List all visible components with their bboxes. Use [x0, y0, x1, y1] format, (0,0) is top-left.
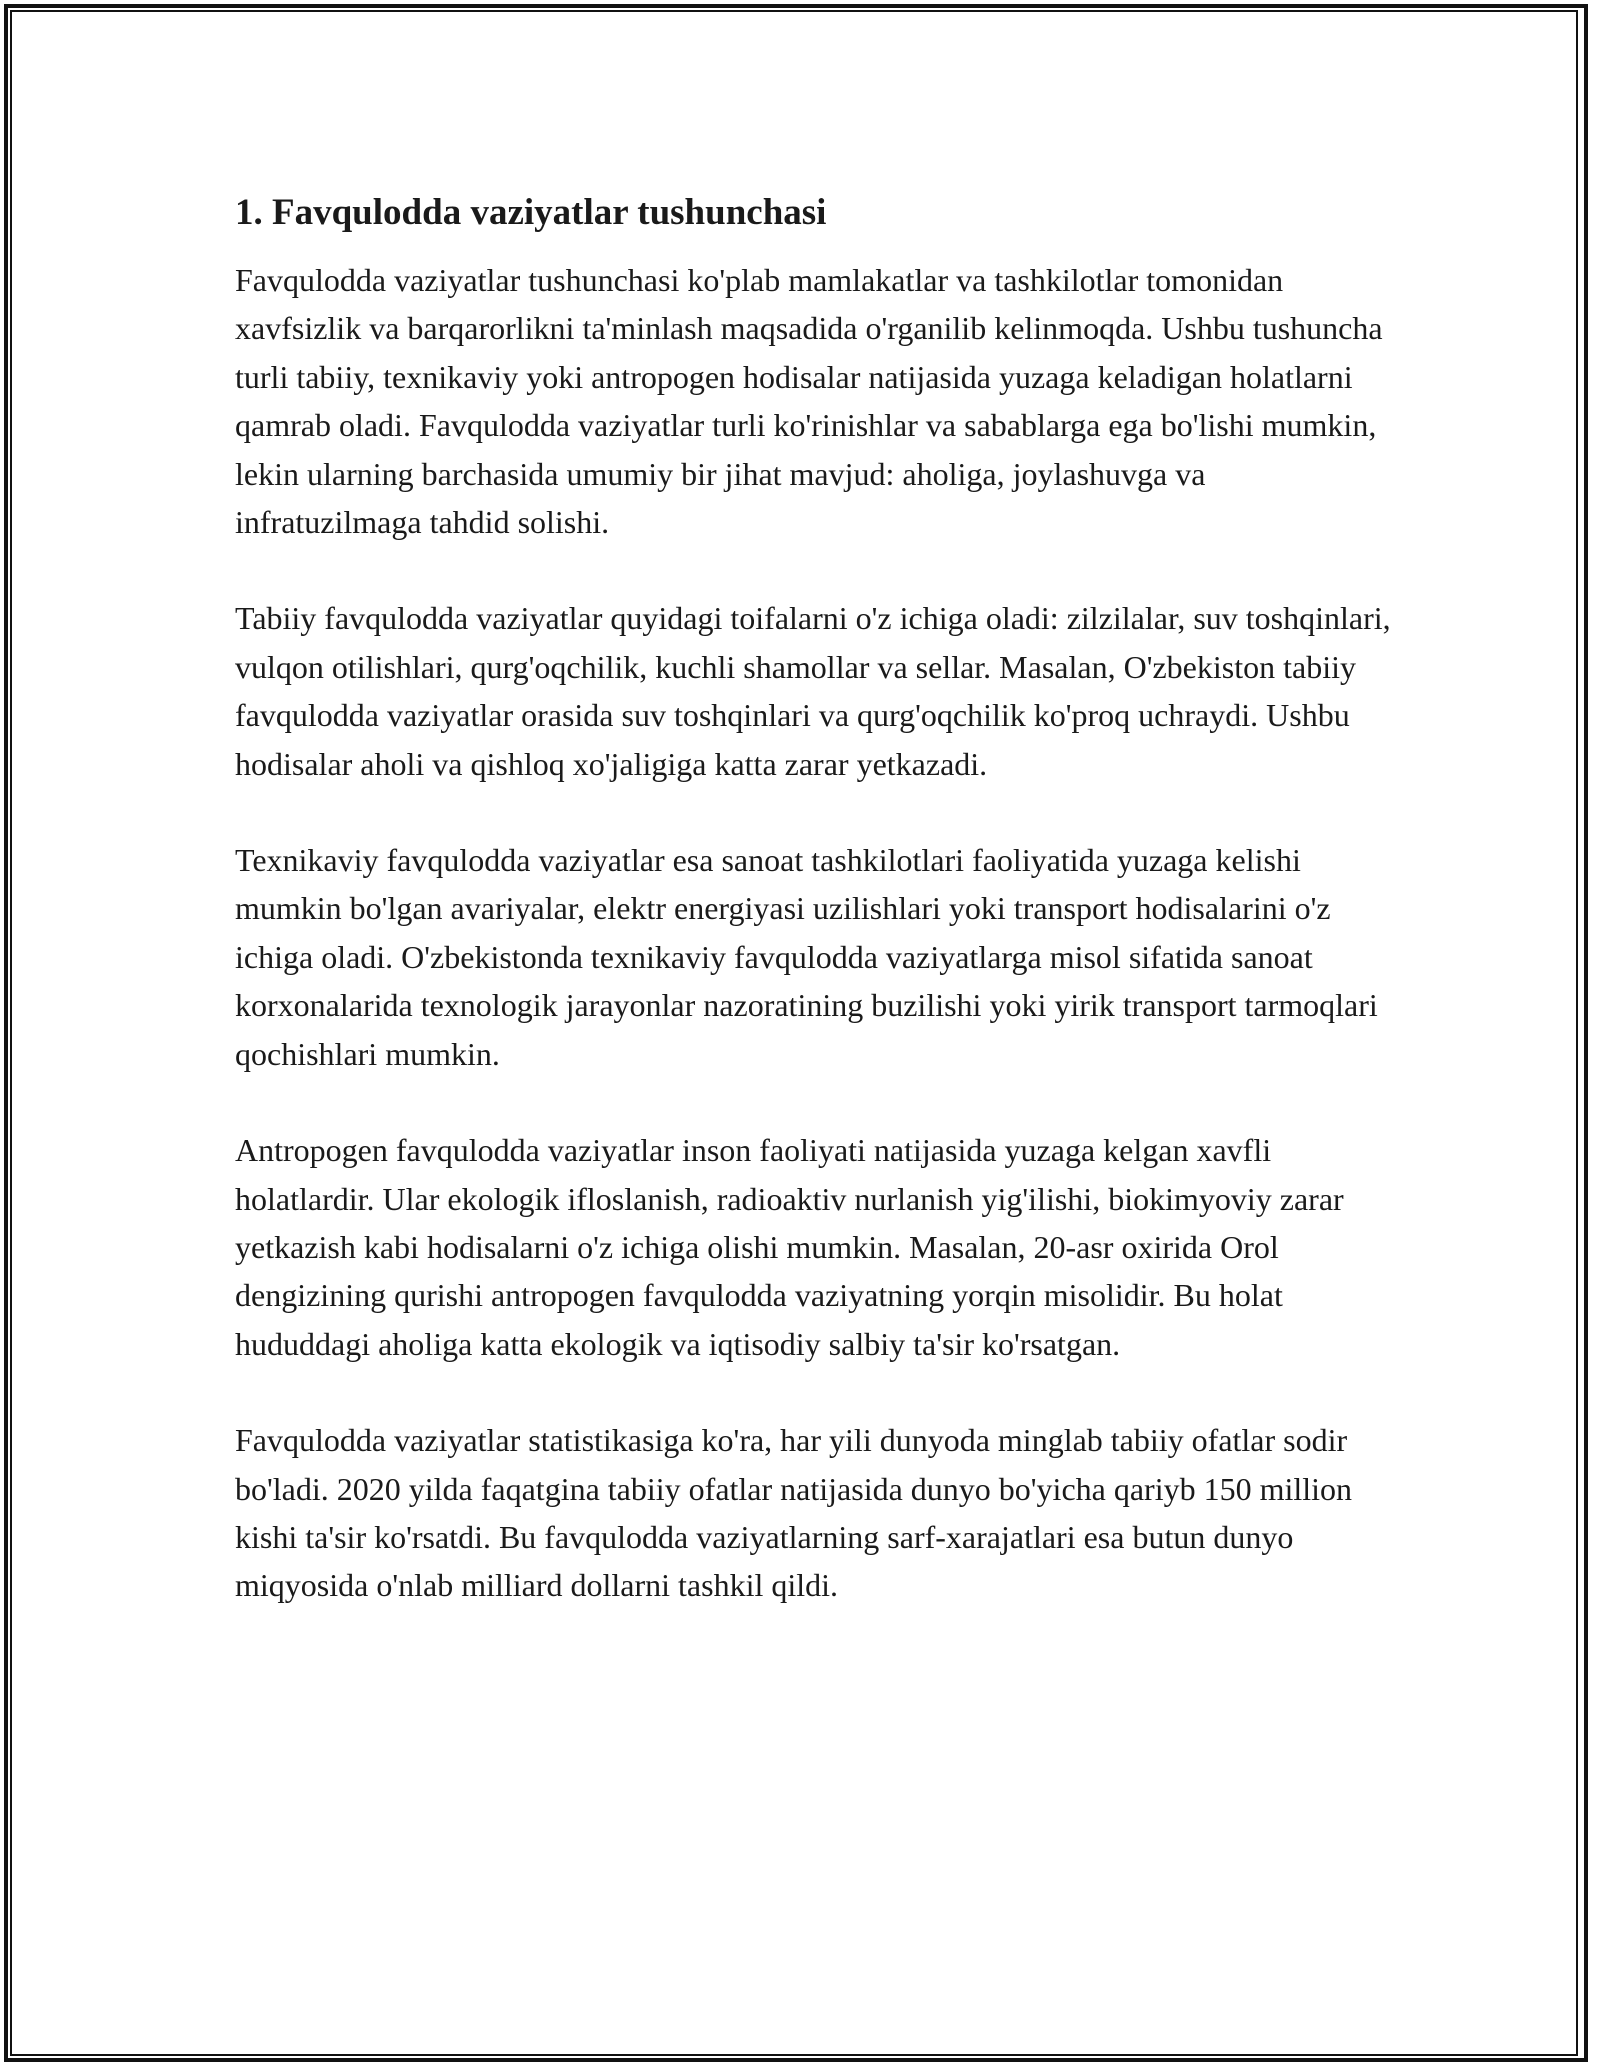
paragraph-definition: Favqulodda vaziyatlar tushunchasi ko'plab mamlakatlar va tashkilotlar tomonidan xavfsizlik va barqarorlikni ta'minlash maqsadida o'rganilib kelinmoqda. Ushbu tushuncha turli tabiiy, texnikaviy yoki antropogen hodisalar natijasida yuzaga keladigan holatlarni qamrab oladi. Favqulodda vaziyatlar turli ko'rinishlar va sabablarga ega bo'lishi mumkin, lekin ularning barchasida umumiy bir jihat mavjud: aholiga, joylashuvga va infratuzilmaga tahdid solishi.: [235, 262, 1383, 541]
paragraph-anthropogenic: Antropogen favqulodda vaziyatlar inson faoliyati natijasida yuzaga kelgan xavfli holatlardir. Ular ekologik ifloslanish, radioaktiv nurlanish yig'ilishi, biokimyoviy zarar yetkazish kabi hodisalarni o'z ichiga olishi mumkin. Masalan, 20-asr oxirida Orol dengizining qurishi antropogen favqulodda vaziyatning yorqin misolidir. Bu holat hududdagi aholiga katta ekologik va iqtisodiy salbiy ta'sir ko'rsatgan.: [235, 1132, 1344, 1362]
section-heading: 1. Favqulodda vaziyatlar tushunchasi: [235, 192, 827, 233]
paragraph-technical: Texnikaviy favqulodda vaziyatlar esa sanoat tashkilotlari faoliyatida yuzaga kelishi mumkin bo'lgan avariyalar, elektr energiyasi uzilishlari yoki transport hodisalarini o'z ichiga oladi. O'zbekistonda texnikaviy favqulodda vaziyatlarga misol sifatida sanoat korxonalarida texnologik jarayonlar nazoratining buzilishi yoki yirik transport tarmoqlari qochishlari mumkin.: [235, 842, 1378, 1072]
paragraph-natural: Tabiiy favqulodda vaziyatlar quyidagi toifalarni o'z ichiga oladi: zilzilalar, suv toshqinlari, vulqon otilishlari, qurg'oqchilik, kuchli shamollar va sellar. Masalan, O'zbekiston tabiiy favqulodda vaziyatlar orasida suv toshqinlari va qurg'oqchilik ko'proq uchraydi. Ushbu hodisalar aholi va qishloq xo'jaligiga katta zarar yetkazadi.: [235, 600, 1391, 782]
paragraph-statistics: Favqulodda vaziyatlar statistikasiga ko'ra, har yili dunyoda minglab tabiiy ofatlar sodir bo'ladi. 2020 yilda faqatgina tabiiy ofatlar natijasida dunyo bo'yicha qariyb 150 million kishi ta'sir ko'rsatdi. Bu favqulodda vaziyatlarning sarf-xarajatlari esa butun dunyo miqyosida o'nlab milliard dollarni tashkil qildi.: [235, 1422, 1353, 1604]
document-body: [235, 190, 1395, 1658]
